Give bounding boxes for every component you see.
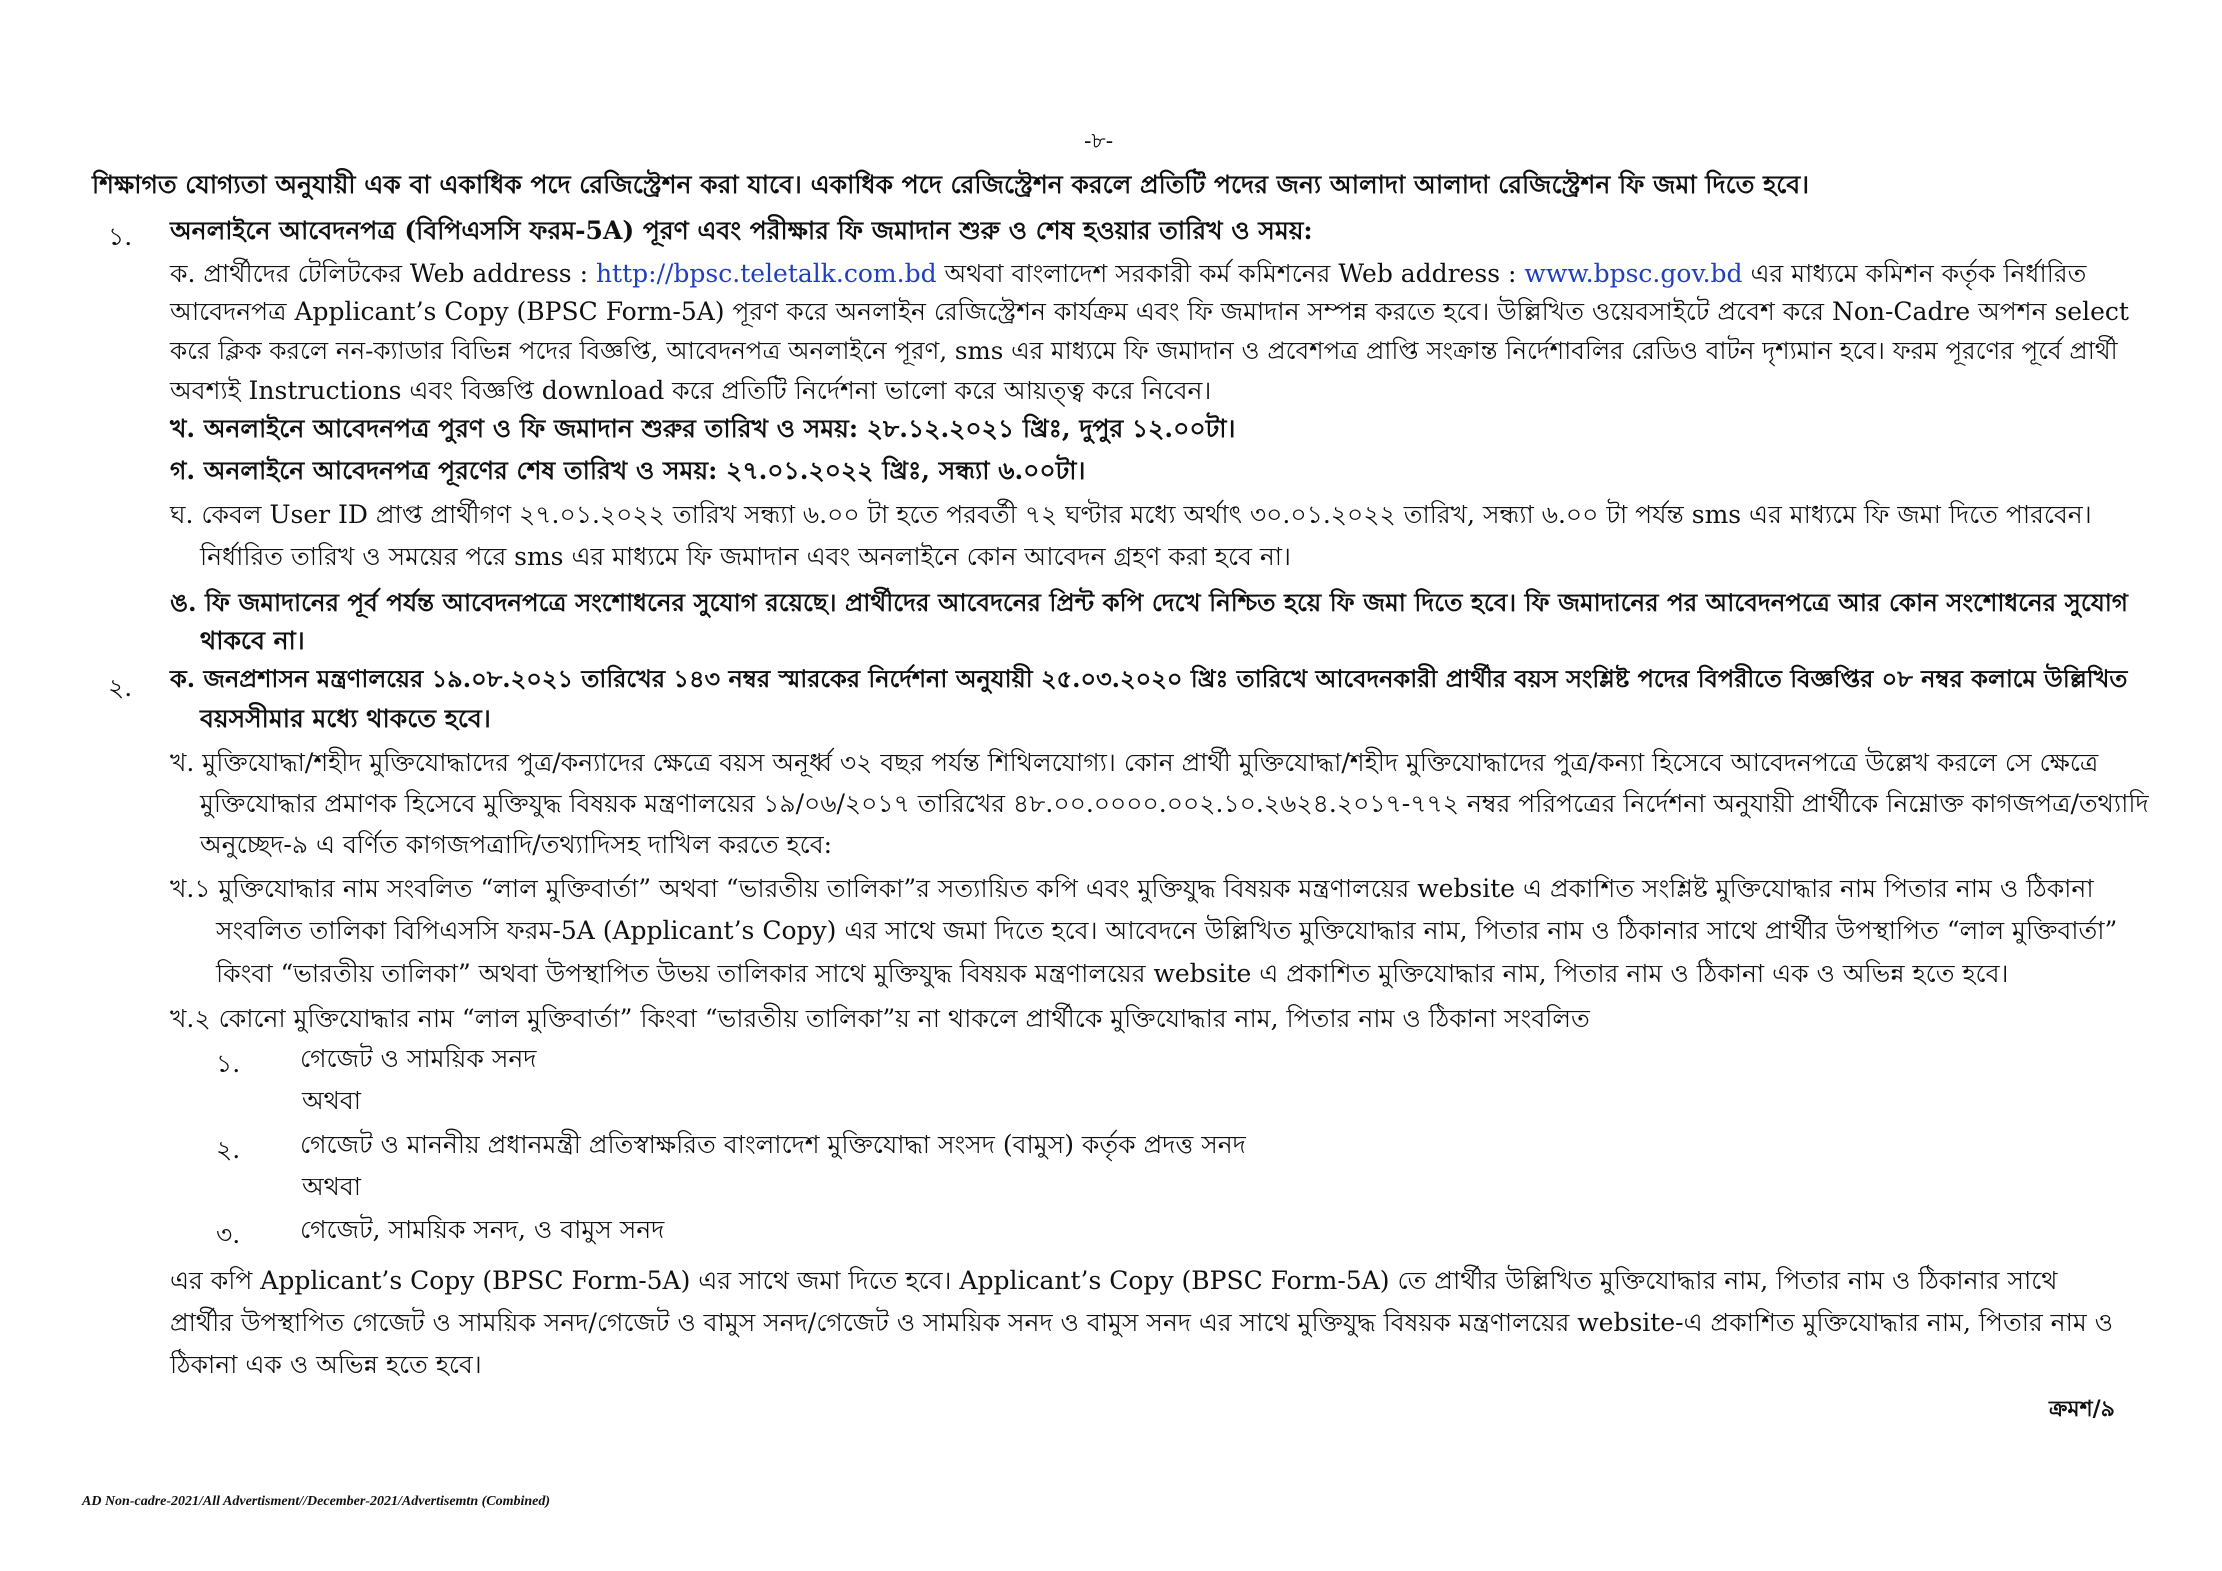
teletalk-link[interactable]: http://bpsc.teletalk.com.bd xyxy=(595,259,937,288)
section-2-kha-line-1: খ. মুক্তিযোদ্ধা/শহীদ মুক্তিযোদ্ধাদের পুত্র/কন্যাদের ক্ষেত্রে বয়স অনূর্ধ্ব ৩২ বছর পর্যন্ত শিথিলযোগ্য। কোন প্রার্থী মুক্তিযোদ্ধা/শহীদ মুক্তিযোদ্ধাদের পুত্র/কন্যা হিসেবে আবেদনপত্রে উল্লেখ করলে সে ক্ষেত্রে xyxy=(170,748,2099,777)
intro-text: শিক্ষাগত যোগ্যতা অনুযায়ী এক বা একাধিক পদে রেজিস্ট্রেশন করা যাবে। একাধিক পদে রেজিস্ট্রেশন করলে প্রতিটি পদের জন্য আলাদা আলাদা রেজিস্ট্রেশন ফি জমা দিতে হবে। xyxy=(92,170,1810,199)
section-2-number: ২. xyxy=(108,673,133,702)
section-1-ka-text-b: অথবা বাংলাদেশ সরকারী কর্ম কমিশনের Web address : xyxy=(936,259,1525,288)
or-text: অথবা xyxy=(302,1086,362,1115)
closing-line-2: প্রার্থীর উপস্থাপিত গেজেট ও সাময়িক সনদ/গেজেট ও বামুস সনদ/গেজেট ও সাময়িক সনদ ও বামুস সনদ এর সাথে মুক্তিযুদ্ধ বিষয়ক মন্ত্রণালয়ের website-এ প্রকাশিত মুক্তিযোদ্ধার নাম, পিতার নাম ও xyxy=(170,1308,2114,1337)
section-1-uma-line-1: ঙ. ফি জমাদানের পূর্ব পর্যন্ত আবেদনপত্রে সংশোধনের সুযোগ রয়েছে। প্রার্থীদের আবেদনের প্রিন্ট কপি দেখে নিশ্চিত হয়ে ফি জমা দিতে হবে। ফি জমাদানের পর আবেদনপত্রে আর কোন সংশোধনের সুযোগ xyxy=(170,588,2128,617)
closing-line-1: এর কপি Applicant’s Copy (BPSC Form-5A) এর সাথে জমা দিতে হবে। Applicant’s Copy (BPSC Form-5A) তে প্রার্থীর উল্লিখিত মুক্তিযোদ্ধার নাম, পিতার নাম ও ঠিকানার সাথে xyxy=(170,1266,2058,1295)
section-1-ka-line-1 xyxy=(170,255,2086,293)
section-1-ka-line-3: করে ক্লিক করলে নন-ক্যাডার বিভিন্ন পদের বিজ্ঞপ্তি, আবেদনপত্র অনলাইনে পূরণ, sms এর মাধ্যমে ফি জমাদান ও প্রবেশপত্র প্রাপ্তি সংক্রান্ত নির্দেশাবলির রেডিও বাটন দৃশ্যমান হবে। ফরম পূরণের পূর্বে প্রার্থী xyxy=(170,336,2118,365)
list-item-text: গেজেট, সাময়িক সনদ, ও বামুস সনদ xyxy=(300,1215,665,1244)
or-text: অথবা xyxy=(302,1172,362,1201)
section-2-kha-line-3: অনুচ্ছেদ-৯ এ বর্ণিত কাগজপত্রাদি/তথ্যাদিসহ দাখিল করতে হবে: xyxy=(200,830,833,859)
section-1-heading: অনলাইনে আবেদনপত্র (বিপিএসসি ফরম-5A) পূরণ এবং পরীক্ষার ফি জমাদান শুরু ও শেষ হওয়ার তারিখ ও সময়: xyxy=(170,216,1313,245)
section-2-kha1-line-1: খ.১ মুক্তিযোদ্ধার নাম সংবলিত “লাল মুক্তিবার্তা” অথবা “ভারতীয় তালিকা”র সত্যায়িত কপি এবং মুক্তিযুদ্ধ বিষয়ক মন্ত্রণালয়ের website এ প্রকাশিত সংশ্লিষ্ট মুক্তিযোদ্ধার নাম পিতার নাম ও ঠিকানা xyxy=(170,874,2094,903)
list-item-number: ৩. xyxy=(216,1220,241,1249)
page-number: -৮- xyxy=(1084,129,1114,154)
section-2-kha1-line-3: কিংবা “ভারতীয় তালিকা” অথবা উপস্থাপিত উভয় তালিকার সাথে মুক্তিযুদ্ধ বিষয়ক মন্ত্রণালয়ের website এ প্রকাশিত মুক্তিযোদ্ধার নাম, পিতার নাম ও ঠিকানা এক ও অভিন্ন হতে হবে। xyxy=(216,959,2009,988)
bpsc-link[interactable]: www.bpsc.gov.bd xyxy=(1524,259,1743,288)
list-item-text: গেজেট ও মাননীয় প্রধানমন্ত্রী প্রতিস্বাক্ষরিত বাংলাদেশ মুক্তিযোদ্ধা সংসদ (বামুস) কর্তৃক প্রদত্ত সনদ xyxy=(300,1130,1246,1159)
footer-reference: AD Non-cadre-2021/All Advertisment//December-2021/Advertisemtn (Combined) xyxy=(82,1494,551,1509)
list-item-number: ১. xyxy=(216,1049,241,1078)
list-item-text: গেজেট ও সাময়িক সনদ xyxy=(300,1044,537,1073)
section-2-kha2: খ.২ কোনো মুক্তিযোদ্ধার নাম “লাল মুক্তিবার্তা” কিংবা “ভারতীয় তালিকা”য় না থাকলে প্রার্থীকে মুক্তিযোদ্ধার নাম, পিতার নাম ও ঠিকানা সংবলিত xyxy=(170,1004,1590,1033)
section-1-ga: গ. অনলাইনে আবেদনপত্র পূরণের শেষ তারিখ ও সময়: ২৭.০১.২০২২ খ্রিঃ, সন্ধ্যা ৬.০০টা। xyxy=(170,456,1086,485)
section-1-ka-line-2: আবেদনপত্র Applicant’s Copy (BPSC Form-5A) পূরণ করে অনলাইন রেজিস্ট্রেশন কার্যক্রম এবং ফি জমাদান সম্পন্ন করতে হবে। উল্লিখিত ওয়েবসাইটে প্রবেশ করে Non-Cadre অপশন select xyxy=(170,297,2129,326)
closing-line-3: ঠিকানা এক ও অভিন্ন হতে হবে। xyxy=(170,1350,482,1379)
section-1-number: ১. xyxy=(108,222,133,251)
section-1-gha-line-1: ঘ. কেবল User ID প্রাপ্ত প্রার্থীগণ ২৭.০১.২০২২ তারিখ সন্ধ্যা ৬.০০ টা হতে পরবর্তী ৭২ ঘণ্টার মধ্যে অর্থাৎ ৩০.০১.২০২২ তারিখ, সন্ধ্যা ৬.০০ টা পর্যন্ত sms এর মাধ্যমে ফি জমা দিতে পারবেন। xyxy=(170,500,2092,529)
list-item-number: ২. xyxy=(216,1135,241,1164)
section-1-uma-line-2: থাকবে না। xyxy=(200,626,305,655)
section-2-kha1-line-2: সংবলিত তালিকা বিপিএসসি ফরম-5A (Applicant’s Copy) এর সাথে জমা দিতে হবে। আবেদনে উল্লিখিত মুক্তিযোদ্ধার নাম, পিতার নাম ও ঠিকানার সাথে প্রার্থীর উপস্থাপিত “লাল মুক্তিবার্তা” xyxy=(216,916,2118,945)
section-2-ka-line-1: ক. জনপ্রশাসন মন্ত্রণালয়ের ১৯.০৮.২০২১ তারিখের ১৪৩ নম্বর স্মারকের নির্দেশনা অনুযায়ী ২৫.০৩.২০২০ খ্রিঃ তারিখে আবেদনকারী প্রার্থীর বয়স সংশ্লিষ্ট পদের বিপরীতে বিজ্ঞপ্তির ০৮ নম্বর কলামে উল্লিখিত xyxy=(170,664,2128,693)
section-1-gha-line-2: নির্ধারিত তারিখ ও সময়ের পরে sms এর মাধ্যমে ফি জমাদান এবং অনলাইনে কোন আবেদন গ্রহণ করা হবে না। xyxy=(200,542,1291,571)
section-1-ka-line-4: অবশ্যই Instructions এবং বিজ্ঞপ্তি download করে প্রতিটি নির্দেশনা ভালো করে আয়ত্ত্ব করে নিবেন। xyxy=(170,376,1212,405)
continued-marker: ক্রমশ/৯ xyxy=(2049,1396,2115,1422)
section-1-ka-text-c: এর মাধ্যমে কমিশন কর্তৃক নির্ধারিত xyxy=(1742,259,2087,288)
section-2-ka-line-2: বয়সসীমার মধ্যে থাকতে হবে। xyxy=(200,704,491,733)
section-1-kha: খ. অনলাইনে আবেদনপত্র পুরণ ও ফি জমাদান শুরুর তারিখ ও সময়: ২৮.১২.২০২১ খ্রিঃ, দুপুর ১২.০০টা। xyxy=(170,414,1236,443)
section-1-ka-text-a: ক. প্রার্থীদের টেলিটকের Web address : xyxy=(170,259,596,288)
section-2-kha-line-2: মুক্তিযোদ্ধার প্রমাণক হিসেবে মুক্তিযুদ্ধ বিষয়ক মন্ত্রণালয়ের ১৯/০৬/২০১৭ তারিখের ৪৮.০০.০০০০.০০২.১০.২৬২৪.২০১৭-৭৭২ নম্বর পরিপত্রের নির্দেশনা অনুযায়ী প্রার্থীকে নিম্নোক্ত কাগজপত্র/তথ্যাদি xyxy=(200,789,2149,818)
